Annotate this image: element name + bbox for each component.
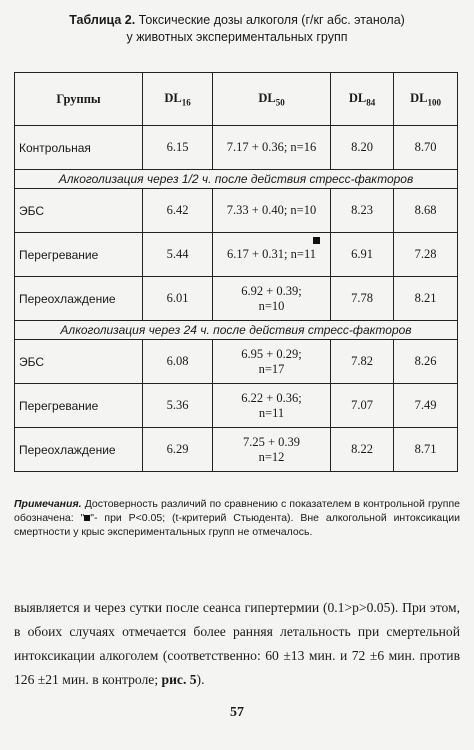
table-caption (14, 12, 460, 46)
caption-label: Таблица 2. (69, 13, 136, 27)
header-dl100: $DL_{100}$ (394, 73, 458, 126)
table-row-control: Контрольная 6.15 7.17 + 0.36; n=16 8.20 8.70 (15, 126, 458, 170)
caption-line1: Токсические дозы алкоголя (г/кг абс. этанола) (138, 13, 405, 27)
notes-label: Примечания. (14, 498, 82, 510)
table-row: Перегревание 5.44 6.17 + 0.31; n=11 6.91 7.28 (15, 233, 458, 277)
table-notes (14, 497, 460, 539)
section-header-1: Алкоголизация через 1/2 ч. после действия стресс-факторов (15, 170, 458, 189)
header-dl84: $DL_{84}$ (331, 73, 394, 126)
table-row: Переохлаждение 6.01 6.92 + 0.39; n=10 7.78 8.21 (15, 277, 458, 321)
table-row: ЭБС 6.08 6.95 + 0.29; n=17 7.82 8.26 (15, 340, 458, 384)
page-number: 57 (230, 705, 244, 720)
notes-text-2: "- при P<0.05; (t-критерий Стьюдента). Вне алкогольной интоксикации смертности у крыс экспериментальных групп не отмечалось. (14, 512, 460, 538)
caption-line2: у животных экспериментальных групп (126, 30, 348, 44)
toxic-doses-table (14, 72, 458, 472)
header-groups: Группы (15, 73, 143, 126)
table-row: Переохлаждение 6.29 7.25 + 0.39 n=12 8.22 8.71 (15, 428, 458, 472)
table-row: Перегревание 5.36 6.22 + 0.36; n=11 7.07 7.49 (15, 384, 458, 428)
notes-text-1: Достоверность различий по сравнению с показателем в контрольной группе обозначена: " (14, 498, 460, 524)
section-header-2: Алкоголизация через 24 ч. после действия стресс-факторов (15, 321, 458, 340)
table-row: ЭБС 6.42 7.33 + 0.40; n=10 8.23 8.68 (15, 189, 458, 233)
figure-reference: рис. 5 (161, 672, 197, 687)
header-row (15, 73, 458, 126)
header-dl50: $DL_{50}$ (213, 73, 331, 126)
significance-marker-icon (313, 237, 320, 244)
body-paragraph: выявляется и через сутки после сеанса гипертермии (0.1>p>0.05). При этом, в обоих случаях отмечается более ранняя летальность при смертельной интоксикации алкоголем (соответственно: 60 ±13 мин. и 72 ±6 мин. против 126 ±21 мин. в контроле; рис. 5). (14, 600, 460, 687)
header-dl16: $DL_{16}$ (143, 73, 213, 126)
